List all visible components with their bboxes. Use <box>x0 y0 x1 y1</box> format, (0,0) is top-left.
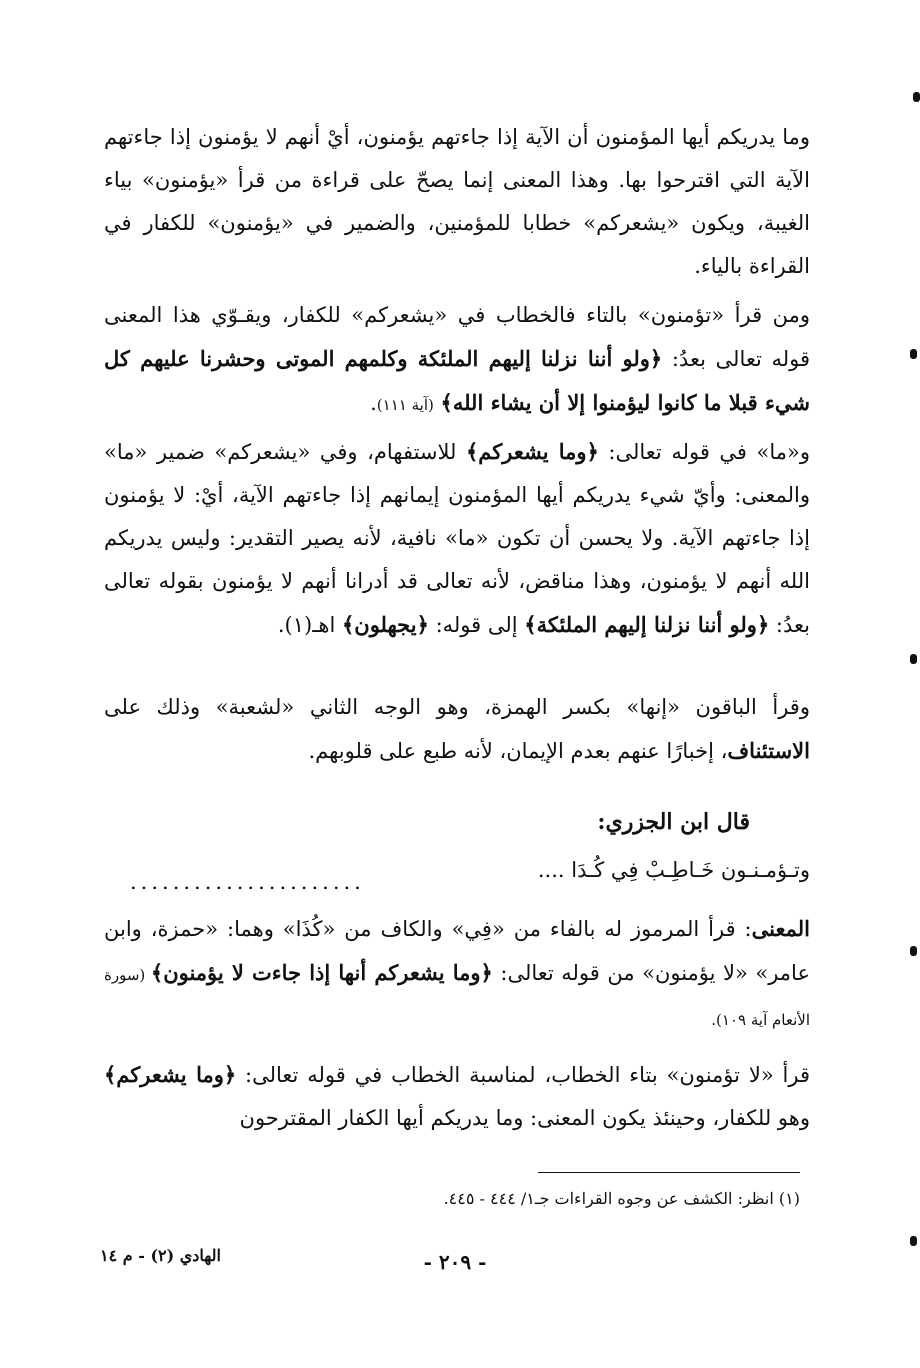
period: . <box>370 391 377 415</box>
paragraph-5 <box>104 907 810 1042</box>
page-number: - ٢٠٩ - <box>423 1250 487 1274</box>
footnote-divider <box>538 1172 800 1173</box>
ayah-reference: (سورة الأنعام آية ١٠٩). <box>104 966 810 1029</box>
ayah-reference: (آية ١١١) <box>376 396 434 414</box>
margin-mark <box>910 1236 917 1246</box>
verse-hemistich: وتـؤمـنـون خَـاطِـبْ فِي كُـدَا .... <box>537 858 810 882</box>
section-heading: قال ابن الجزري: <box>597 809 750 835</box>
quran-quote: ﴿يجهلون﴾ <box>341 612 429 637</box>
quran-quote: ﴿وما يشعركم﴾ <box>104 1062 237 1087</box>
quran-quote: ﴿وما يشعركم﴾ <box>466 439 599 464</box>
quran-quote: ﴿ولو أننا نزلنا إليهم الملئكة وكلمهم الموتى وحشرنا عليهم كل شيء قبلا ما كانوا ليؤمنوا إلا أن يشاء الله﴾ <box>104 346 810 415</box>
paragraph-3-text: للاستفهام، وفي «يشعركم» ضمير «ما» والمعنى: وأيّ شيء يدريكم أيها المؤمنون إيمانهم إذا جاءتهم الآية، أيْ: لا يؤمنون إذا جاءتهم الآية. ولا يحسن أن تكون «ما» نافية، لأنه يصير التقدير: وليس يدريكم الله أنهم لا يؤمنون، وهذا مناقض، لأنه تعالى قد أدرانا أنهم لا يؤمنون بقوله تعالى بعدُ: <box>104 440 810 637</box>
paragraph-6-text: قرأ «لا تؤمنون» بتاء الخطاب، لمناسبة الخطاب في قوله تعالى: <box>236 1063 810 1087</box>
paragraph-6-text: وهو للكفار، وحينئذ يكون المعنى: وما يدريكم أيها الكفار المقترحون <box>239 1106 810 1130</box>
verse-dots: ...................... <box>130 870 365 894</box>
paragraph-2 <box>104 294 810 427</box>
paragraph-4-text: وقرأ الباقون «إنها» بكسر الهمزة، وهو الوجه الثاني «لشعبة» وذلك على <box>104 695 810 719</box>
paragraph-4-text: ، إخبارًا عنهم بعدم الإيمان، لأنه طبع على قلوبهم. <box>308 739 728 763</box>
signature-mark: الهادي (٢) - م ١٤ <box>100 1246 221 1265</box>
paragraph-2-text: ومن قرأ «تؤمنون» بالتاء فالخطاب في «يشعركم» للكفار، ويقـوّي هذا المعنى قوله تعالى بعدُ: <box>104 303 810 371</box>
margin-mark <box>910 946 917 956</box>
paragraph-4 <box>104 686 810 773</box>
margin-mark <box>910 654 917 664</box>
quran-quote: ﴿ولو أننا نزلنا إليهم الملئكة﴾ <box>524 612 770 637</box>
bold-term: المعنى <box>751 916 810 941</box>
paragraph-5-text: : قرأ المرموز له بالفاء من «فِي» والكاف من «كُذَا» وهما: «حمزة، وابن عامر» «لا يؤمنون» من قوله تعالى: <box>104 917 810 985</box>
paragraph-3-text: و«ما» في قوله تعالى: <box>598 440 810 464</box>
paragraph-3 <box>104 430 810 647</box>
paragraph-3-text: اهـ(١). <box>277 613 342 637</box>
footnote: (١) انظر: الكشف عن وجوه القراءات جـ١/ ٤٤٤ - ٤٤٥. <box>443 1189 800 1208</box>
margin-mark <box>913 92 920 102</box>
bold-term: الاستئناف <box>727 738 810 763</box>
poem-verse <box>130 858 810 898</box>
quran-quote: ﴿وما يشعركم أنها إذا جاءت لا يؤمنون﴾ <box>150 960 493 985</box>
margin-mark <box>910 349 917 359</box>
paragraph-1 <box>104 116 810 288</box>
paragraph-6 <box>104 1053 810 1140</box>
paragraph-3-text: إلى قوله: <box>428 613 525 637</box>
paragraph-1-text: وما يدريكم أيها المؤمنون أن الآية إذا جاءتهم يؤمنون، أيْ أنهم لا يؤمنون إذا جاءتهم الآية التي اقترحوا بها. وهذا المعنى إنما يصحّ على قراءة من قرأ «يؤمنون» بياء الغيبة، ويكون «يشعركم» خطابا للمؤمنين، والضمير في «يؤمنون» للكفار في القراءة بالياء. <box>104 125 810 278</box>
